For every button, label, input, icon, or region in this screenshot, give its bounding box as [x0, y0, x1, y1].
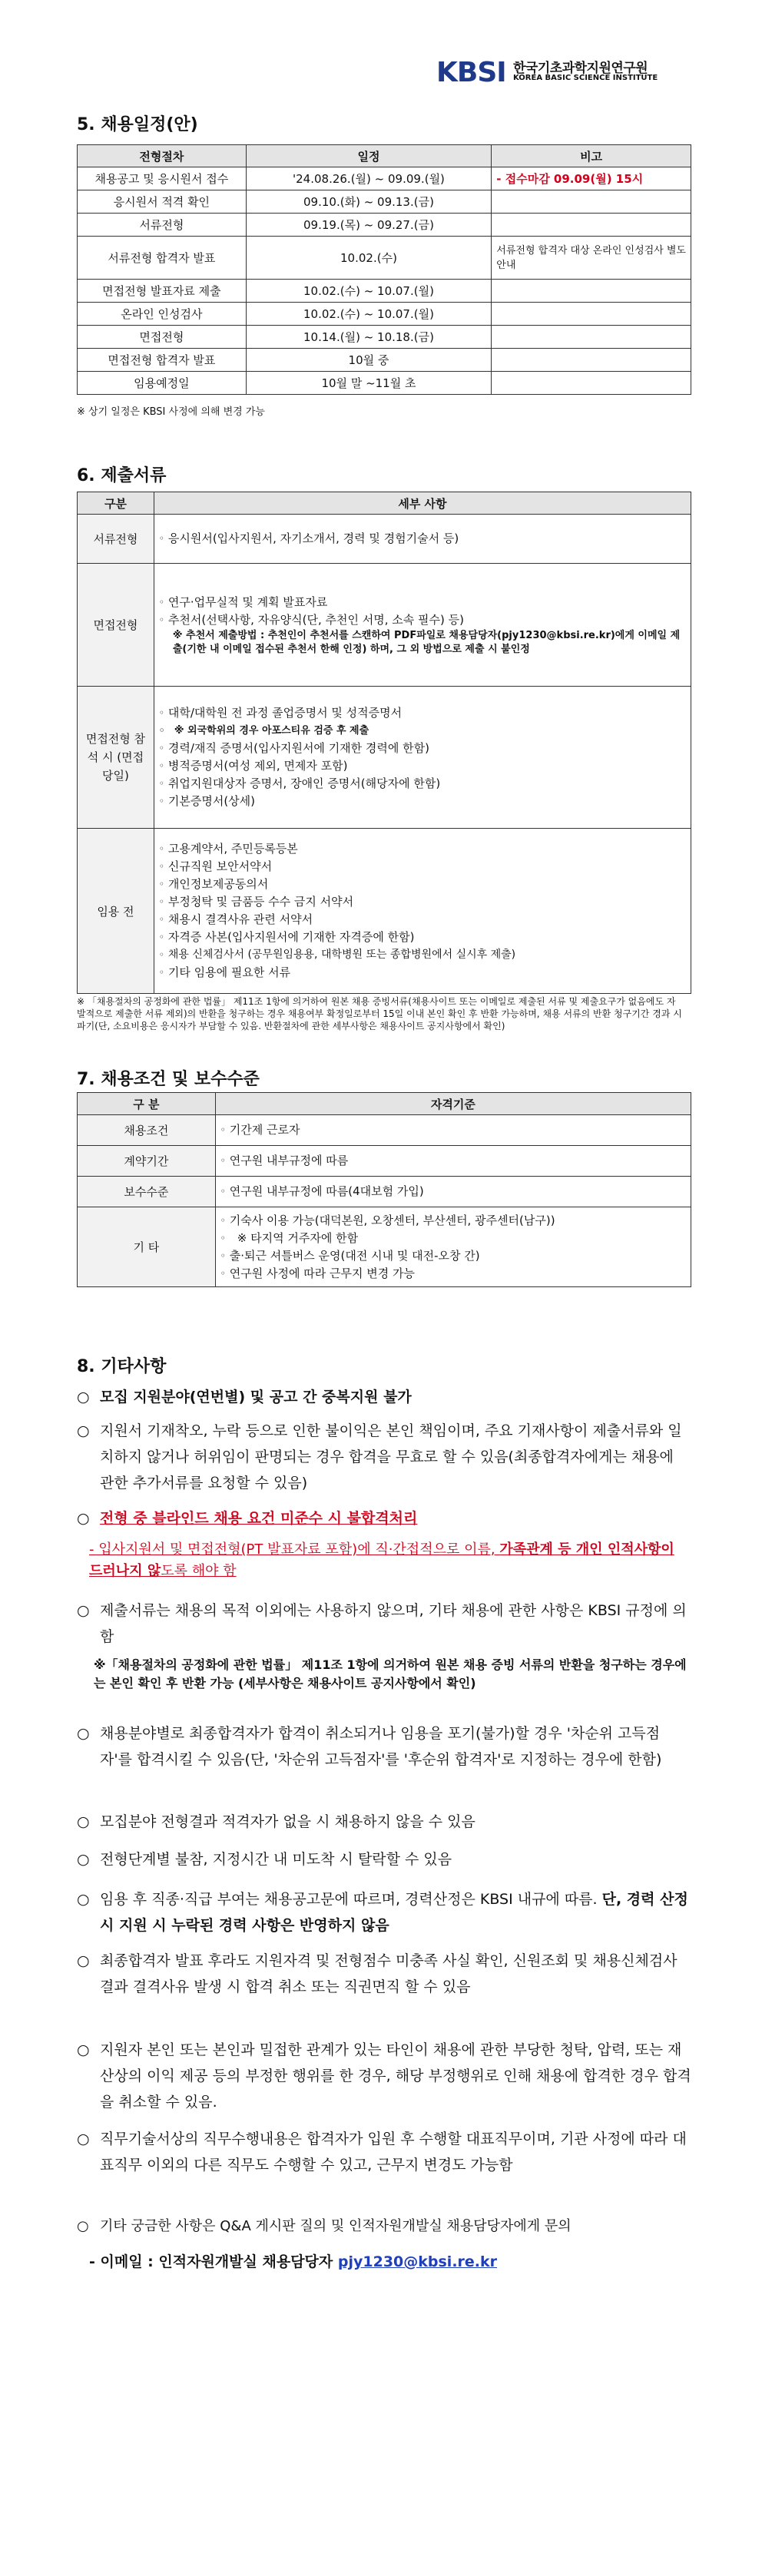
table-header-row: [78, 492, 691, 515]
circle-bullet-icon: ○: [77, 1851, 90, 1868]
notice-text: 제출서류는 채용의 목적 이외에는 사용하지 않으며, 기타 채용에 관한 사항은 KBSI 규정에 의함: [100, 1602, 687, 1645]
list-item: ◦ 연구원 내부규정에 따름(4대보험 가입): [220, 1183, 686, 1200]
step-cell: 면접전형: [78, 326, 247, 349]
table-row: [78, 326, 691, 349]
date-cell: 10월 말 ~11월 초: [246, 372, 492, 395]
row-content: [215, 1146, 691, 1177]
list-item: ◦ 취업지원대상자 증명서, 장애인 증명서(해당자에 한함): [159, 775, 686, 793]
circle-bullet-icon: ○: [77, 1891, 90, 1908]
circle-bullet-icon: ○: [77, 2218, 89, 2234]
table-row: [78, 349, 691, 372]
remark-cell: - 접수마감 09.09(월) 15시: [492, 167, 691, 190]
row-label: 계약기간: [78, 1146, 216, 1177]
table-header-row: [78, 1093, 691, 1115]
list-item: ◦ 기본증명서(상세): [159, 793, 686, 810]
row-label: 면접전형 참석 시 (면접당일): [78, 687, 154, 829]
circle-bullet-icon: ○: [77, 1510, 90, 1527]
section-8-title: 8. 기타사항: [77, 1357, 167, 1376]
row-label: 채용조건: [78, 1115, 216, 1146]
notice-item: [77, 1886, 691, 1939]
list-item: ◦ 연구원 사정에 따라 근무지 변경 가능: [220, 1265, 686, 1283]
list-item: ◦ 기타 임용에 필요한 서류: [159, 964, 686, 982]
contact-text: [77, 2249, 691, 2275]
list-item: ◦ 부정청탁 및 금품등 수수 금지 서약서: [159, 893, 686, 911]
remark-cell: [492, 326, 691, 349]
notice-text: 기타 궁금한 사항은 Q&A 게시판 질의 및 인적자원개발실 채용담당자에게 문의: [100, 2218, 572, 2234]
row-label: 면접전형: [78, 564, 154, 687]
career-rule-part-b: 단, 경력 산정시 지원 시 누락된 경력 사항은 반영하지 않음: [100, 1891, 688, 1934]
date-cell: 09.10.(화) ~ 09.13.(금): [246, 190, 492, 214]
row-content: [215, 1115, 691, 1146]
row-label: 보수수준: [78, 1177, 216, 1207]
list-item: ◦ 연구원 내부규정에 따름: [220, 1152, 686, 1170]
row-content: [154, 515, 691, 564]
blind-rule-part-b: 가족관계 등 개인 인적사항이 드러나지 않: [89, 1541, 674, 1579]
table-row: [78, 1146, 691, 1177]
list-item: ◦ 기간제 근로자: [220, 1121, 686, 1139]
col-header: 전형절차: [78, 145, 247, 167]
list-item: ◦ ※ 타지역 거주자에 한함: [220, 1230, 686, 1247]
remark-cell: [492, 349, 691, 372]
contact-email-link[interactable]: pjy1230@kbsi.re.kr: [337, 2253, 498, 2270]
date-cell: 09.19.(목) ~ 09.27.(금): [246, 214, 492, 237]
row-content: [215, 1207, 691, 1287]
notice-item: [77, 1948, 691, 2000]
list-item: ◦ 채용시 결격사유 관련 서약서: [159, 911, 686, 929]
logo-mark: KBSI: [436, 57, 506, 88]
table-row: [78, 280, 691, 303]
circle-bullet-icon: ○: [77, 1422, 90, 1439]
date-cell: '24.08.26.(월) ~ 09.09.(월): [246, 167, 492, 190]
row-label: 서류전형: [78, 515, 154, 564]
step-cell: 면접전형 합격자 발표: [78, 349, 247, 372]
table-header-row: [78, 145, 691, 167]
remark-cell: [492, 214, 691, 237]
contact-label: - 이메일 : 인적자원개발실 채용담당자: [89, 2253, 338, 2270]
list-item: ◦ 신규직원 보안서약서: [159, 858, 686, 876]
step-cell: 서류전형 합격자 발표: [78, 237, 247, 280]
notice-text: 전형단계별 불참, 지정시간 내 미도착 시 탈락할 수 있음: [100, 1851, 452, 1868]
row-label: 기 타: [78, 1207, 216, 1287]
notice-text: 전형 중 블라인드 채용 요건 미준수 시 불합격처리: [100, 1510, 418, 1527]
notice-note: [77, 1656, 691, 1693]
career-rule-part-a: 임용 후 직종·직급 부여는 채용공고문에 따르며, 경력산정은 KBSI 내규에 따름.: [100, 1891, 602, 1908]
schedule-table: [77, 144, 691, 395]
remark-cell: [492, 190, 691, 214]
legal-note-text: ※「채용절차의 공정화에 관한 법률」 제11조 1항에 의거하여 원본 채용 증빙 서류의 반환을 청구하는 경우에는 본인 확인 후 반환 가능 (세부사항은 채용사이트 공지사항에서 확인): [94, 1657, 687, 1690]
col-header: 세부 사항: [154, 492, 691, 515]
list-item: ◦ 고용계약서, 주민등록등본: [159, 840, 686, 858]
table-row: [78, 190, 691, 214]
col-header: 일정: [246, 145, 492, 167]
list-item: ◦ 자격증 사본(입사지원서에 기재한 자격증에 한함): [159, 929, 686, 946]
notice-item: [77, 1846, 691, 1872]
row-label: 임용 전: [78, 829, 154, 994]
section-7-title: 7. 채용조건 및 보수수준: [77, 1070, 260, 1089]
notice-item: [77, 2213, 691, 2240]
org-name-ko: 한국기초과학지원연구원: [513, 61, 648, 76]
table-row: [78, 564, 691, 687]
notice-item: [77, 2037, 691, 2115]
table-row: [78, 303, 691, 326]
date-cell: 10.14.(월) ~ 10.18.(금): [246, 326, 492, 349]
org-name-en: KOREA BASIC SCIENCE INSTITUTE: [513, 74, 658, 82]
kbsi-logo: [436, 54, 713, 91]
date-cell: 10.02.(수): [246, 237, 492, 280]
list-item: ◦ 대학/대학원 전 과정 졸업증명서 및 성적증명서: [159, 704, 686, 722]
notice-text: 직무기술서상의 직무수행내용은 합격자가 입원 후 수행할 대표직무이며, 기관 사정에 따라 대표직무 이외의 다른 직무도 수행할 수 있고, 근무지 변경도 가능함: [100, 2131, 687, 2174]
circle-bullet-icon: ○: [77, 1952, 90, 1969]
blind-rule-part-a: - 입사지원서 및 면접전형(PT 발표자료 포함)에 직·간접적으로 이름,: [89, 1541, 500, 1558]
row-content: [154, 829, 691, 994]
contact-line: [77, 2249, 691, 2275]
table-row: [78, 237, 691, 280]
circle-bullet-icon: ○: [77, 1602, 90, 1619]
table-row: [78, 372, 691, 395]
notice-subitem: [77, 1539, 691, 1582]
row-content: [215, 1177, 691, 1207]
step-cell: 임용예정일: [78, 372, 247, 395]
date-cell: 10.02.(수) ~ 10.07.(월): [246, 303, 492, 326]
remark-cell: 서류전형 합격자 대상 온라인 인성검사 별도 안내: [492, 237, 691, 280]
table-row: [78, 167, 691, 190]
notice-item: [77, 1418, 691, 1496]
date-cell: 10월 중: [246, 349, 492, 372]
date-cell: 10.02.(수) ~ 10.07.(월): [246, 280, 492, 303]
circle-bullet-icon: ○: [77, 2041, 90, 2058]
notice-item: [77, 1384, 691, 1410]
list-item: ◦ 병적증명서(여성 제외, 면제자 포함): [159, 757, 686, 775]
remark-cell: [492, 303, 691, 326]
step-cell: 채용공고 및 응시원서 접수: [78, 167, 247, 190]
conditions-table: [77, 1092, 691, 1287]
list-item: ◦ 경력/재직 증명서(입사지원서에 기재한 경력에 한함): [159, 740, 686, 757]
notice-item: [77, 1598, 691, 1650]
list-item: ◦ 개인정보제공동의서: [159, 876, 686, 893]
list-item: ◦ 추천서(선택사항, 자유양식(단, 추천인 서명, 소속 필수) 등): [159, 611, 686, 629]
notice-text: [77, 1886, 691, 1939]
circle-bullet-icon: ○: [77, 1813, 90, 1830]
remark-cell: [492, 280, 691, 303]
list-item: ◦ 연구·업무실적 및 계획 발표자료: [159, 594, 686, 611]
table-row: [78, 829, 691, 994]
step-cell: 서류전형: [78, 214, 247, 237]
step-cell: 면접전형 발표자료 제출: [78, 280, 247, 303]
documents-table: [77, 492, 691, 994]
section-6-title: 6. 제출서류: [77, 466, 167, 485]
col-header: 구 분: [78, 1093, 216, 1115]
notice-text: 최종합격자 발표 후라도 지원자격 및 전형점수 미충족 사실 확인, 신원조회 및 채용신체검사 결과 결격사유 발생 시 합격 취소 또는 직권면직 할 수 있음: [100, 1952, 678, 1995]
list-item: ◦ 출·퇴근 셔틀버스 운영(대전 시내 및 대전-오창 간): [220, 1247, 686, 1265]
notice-text: 모집분야 전형결과 적격자가 없을 시 채용하지 않을 수 있음: [100, 1813, 475, 1830]
blind-rule-part-c: 도록 해야 함: [161, 1563, 237, 1579]
remark-cell: [492, 372, 691, 395]
table-row: [78, 1177, 691, 1207]
table-row: [78, 1115, 691, 1146]
notice-text: 지원서 기재착오, 누락 등으로 인한 불이익은 본인 책임이며, 주요 기재사항이 제출서류와 일치하지 않거나 허위임이 판명되는 경우 합격을 무효로 할 수 있음(최종합격자에게는 채용에 관한 추가서류를 요청할 수 있음): [100, 1422, 682, 1492]
col-header: 구분: [78, 492, 154, 515]
recommendation-note: ※ 추천서 제출방법 : 추천인이 추천서를 스캔하여 PDF파일로 채용담당자(pjy1230@kbsi.re.kr)에게 이메일 제출(기한 내 이메일 접수된 추천서 한해 인정) 하며, 그 외 방법으로 제출 시 불인정: [172, 629, 681, 655]
circle-bullet-icon: ○: [77, 2131, 90, 2147]
step-cell: 응시원서 적격 확인: [78, 190, 247, 214]
notice-item: [77, 2126, 691, 2178]
table-row: [78, 515, 691, 564]
notice-item: [77, 1505, 691, 1531]
schedule-note: ※ 상기 일정은 KBSI 사정에 의해 변경 가능: [77, 406, 265, 418]
col-header: 자격기준: [215, 1093, 691, 1115]
notice-item: [77, 1809, 691, 1835]
notice-text: 지원자 본인 또는 본인과 밀접한 관계가 있는 타인이 채용에 관한 부당한 청탁, 압력, 또는 재산상의 이익 제공 등의 부정한 행위를 한 경우, 해당 부정행위로 인해 채용에 합격한 경우 합격을 취소할 수 있음.: [100, 2041, 691, 2111]
row-content: [154, 564, 691, 687]
list-item: ◦ 응시원서(입사지원서, 자기소개서, 경력 및 경험기술서 등): [159, 530, 686, 548]
section-5-title: 5. 채용일정(안): [77, 115, 198, 134]
notice-item: [77, 1720, 691, 1773]
table-row: [78, 687, 691, 829]
row-content: [154, 687, 691, 829]
col-header: 비고: [492, 145, 691, 167]
blind-rule-text: [77, 1539, 691, 1582]
notice-text: 모집 지원분야(연번별) 및 공고 간 중복지원 불가: [100, 1389, 412, 1406]
notice-text: 채용분야별로 최종합격자가 합격이 취소되거나 임용을 포기(불가)할 경우 '차순위 고득점자'를 합격시킬 수 있음(단, '차순위 고득점자'를 '후순위 합격자'로 지정하는 경우에 한함): [100, 1725, 662, 1768]
list-item: ◦ 채용 신체검사서 (공무원임용용, 대학병원 또는 종합병원에서 실시후 제출): [159, 946, 686, 964]
list-item: ◦ 기숙사 이용 가능(대덕본원, 오창센터, 부산센터, 광주센터(남구)): [220, 1212, 686, 1230]
documents-note: ※ 「채용절차의 공정화에 관한 법률」 제11조 1항에 의거하여 원본 채용 증빙서류(채용사이트 또는 이메일로 제출된 서류 및 제출요구가 없음에도 자발적으로 제출한 서류 제외)의 반환을 청구하는 경우 채용여부 확정일로부터 15일 이내 본인 확인 후 반환 가능하며, 채용 서류의 반환 청구기간 경과 시 파기(단, 소요비용은 응시자가 부담할 수 있음. 반환절차에 관한 세부사항은 채용사이트 공지사항에서 확인): [77, 996, 682, 1031]
circle-bullet-icon: ○: [77, 1389, 90, 1406]
table-row: [78, 214, 691, 237]
table-row: [78, 1207, 691, 1287]
list-item: ◦ ※ 외국학위의 경우 아포스티유 검증 후 제출: [159, 722, 686, 740]
circle-bullet-icon: ○: [77, 1725, 90, 1742]
step-cell: 온라인 인성검사: [78, 303, 247, 326]
